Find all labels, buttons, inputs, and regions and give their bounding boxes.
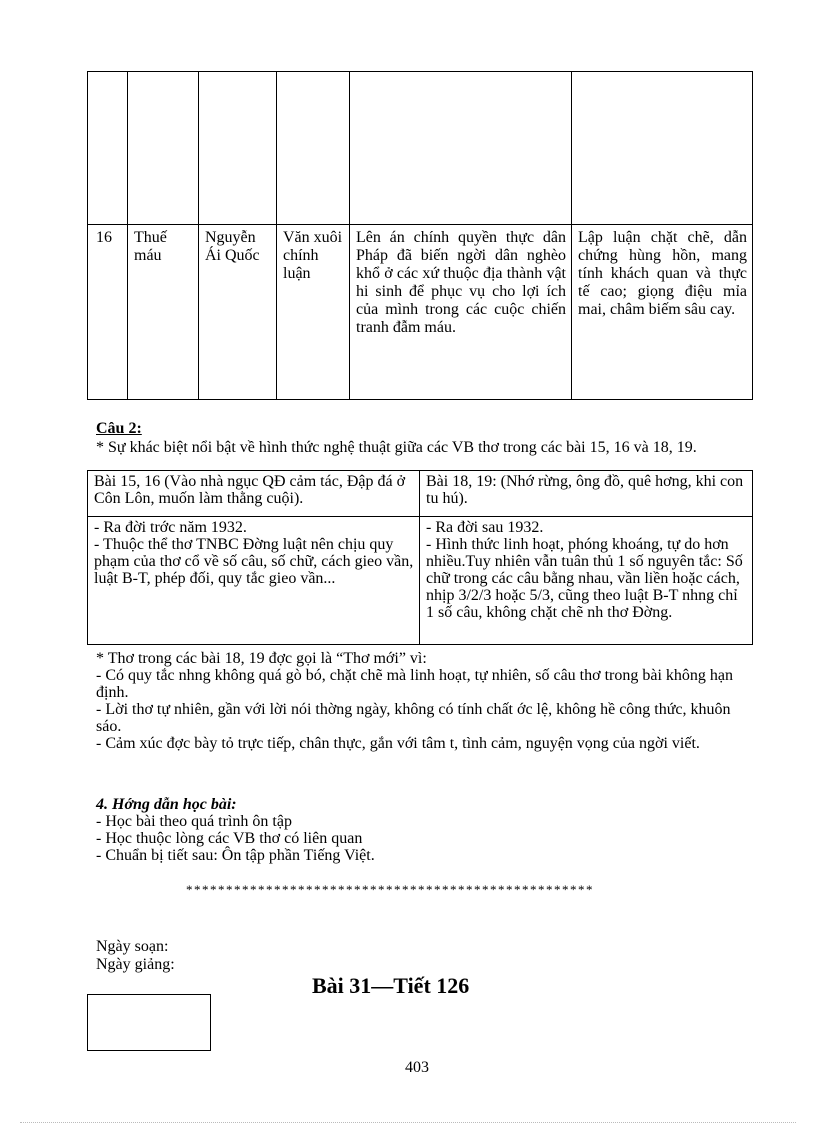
page-number: 403 bbox=[405, 1059, 429, 1076]
work-title: Thuế máu bbox=[134, 229, 167, 264]
tho-moi-intro: * Thơ trong các bài 18, 19 đợc gọi là “Thơ mới” vì: bbox=[96, 650, 427, 667]
list-item: - Lời thơ tự nhiên, gần với lời nói thờng ngày, không có tính chất ớc lệ, không hề công thức, khuôn sáo. bbox=[96, 701, 731, 735]
author: Nguyễn Ái Quốc bbox=[205, 229, 260, 264]
ngay-giang: Ngày giảng: bbox=[96, 956, 175, 973]
art-features: Lập luận chặt chẽ, dẫn chứng hùng hồn, mang tính khách quan và thực tế cao; giọng điệu mỉa mai, châm biếm sâu cay. bbox=[578, 229, 747, 318]
table-row bbox=[88, 225, 753, 400]
list-item: - Thuộc thể thơ TNBC Đờng luật nên chịu quy phạm của thơ cổ về số câu, số chữ, cách gieo vần, luật B-T, phép đối, quy tắc gieo vần... bbox=[94, 536, 414, 587]
blank-box bbox=[87, 994, 211, 1051]
left-header: Bài 15, 16 (Vào nhà ngục QĐ cảm tác, Đập đá ở Côn Lôn, muốn làm thằng cuội). bbox=[88, 471, 420, 517]
genre: Văn xuôi chính luận bbox=[283, 229, 343, 282]
list-item: - Học thuộc lòng các VB thơ có liên quan bbox=[96, 830, 363, 847]
list-item: - Có quy tắc nhng không quá gò bó, chặt chẽ mà linh hoạt, tự nhiên, số câu thơ trong bài không hạn định. bbox=[96, 667, 734, 701]
table-row bbox=[88, 72, 753, 225]
right-header: Bài 18, 19: (Nhớ rừng, ông đồ, quê hơng, khi con tu hú). bbox=[420, 471, 753, 517]
table-row bbox=[88, 517, 753, 645]
list-item: - Ra đời trớc năm 1932. bbox=[94, 519, 247, 536]
question-heading: Câu 2: bbox=[96, 420, 142, 437]
table-row bbox=[88, 471, 753, 517]
list-item: - Hình thức linh hoạt, phóng khoáng, tự do hơn nhiều.Tuy nhiên vẫn tuân thủ 1 số nguyên tắc: Số chữ trong các câu bằng nhau, vần liền hoặc cách, nhịp 3/2/3 hoặc 5/3, cũng theo luật B-T nhng chỉ 1 số câu, không chặt chẽ nh thơ Đờng. bbox=[426, 536, 743, 621]
list-item: - Chuẩn bị tiết sau: Ôn tập phần Tiếng Việt. bbox=[96, 847, 375, 864]
list-item: - Ra đời sau 1932. bbox=[426, 519, 544, 536]
guide-section bbox=[96, 796, 741, 864]
guide-heading: 4. Hớng dẫn học bài: bbox=[96, 796, 237, 813]
separator: *************************************************** bbox=[186, 882, 594, 897]
comparison-table bbox=[87, 470, 753, 645]
list-item: - Học bài theo quá trình ôn tập bbox=[96, 813, 292, 830]
question-intro: * Sự khác biệt nổi bật về hình thức nghệ thuật giữa các VB thơ trong các bài 15, 16 và 18, 19. bbox=[96, 439, 697, 456]
row-number: 16 bbox=[96, 229, 112, 246]
lesson-title: Bài 31—Tiết 126 bbox=[312, 973, 470, 998]
content-summary: Lên án chính quyền thực dân Pháp đã biến ngời dân nghèo khổ ở các xứ thuộc địa thành vật hi sinh để phục vụ cho lợi ích của mình trong các cuộc chiến tranh đẫm máu. bbox=[356, 229, 566, 336]
list-item: - Cảm xúc đợc bày tỏ trực tiếp, chân thực, gắn với tâm t, tình cảm, nguyện vọng của ngời viết. bbox=[96, 735, 700, 752]
lesson-summary-table bbox=[87, 71, 753, 400]
tho-moi-section bbox=[96, 650, 741, 752]
ngay-soan: Ngày soạn: bbox=[96, 938, 169, 955]
